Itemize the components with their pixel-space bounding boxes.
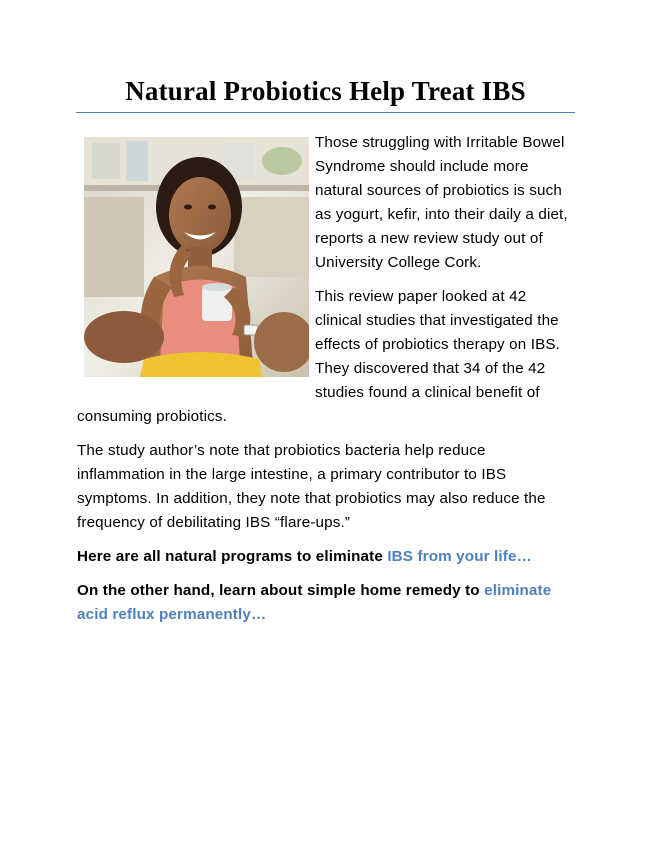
cta-acid-reflux-text: On the other hand, learn about simple home remedy to [77,582,485,599]
cta-ibs [77,545,577,569]
paragraph-review: This review paper looked at 42 clinical studies that investigated the effects of probiotics therapy on IBS. They discovered that 34 of the 42 studies found a clinical benefit of consuming probiotics. [77,288,561,425]
cta-ibs-text: Here are all natural programs to eliminate [77,548,388,565]
paragraph-intro: Those struggling with Irritable Bowel Syndrome should include more natural sources of probiotics is such as yogurt, kefir, into their daily a diet, reports a new review study out of University College Cork. [315,134,568,271]
article-body [77,131,577,637]
acid-reflux-link[interactable]: eliminate acid reflux permanently… [77,582,552,623]
ibs-programs-link[interactable]: IBS from your life… [387,548,532,565]
paragraph-authors-note: The study author’s note that probiotics bacteria help reduce inflammation in the large intestine, a primary contributor to IBS symptoms. In addition, they note that probiotics may also reduce the frequency of debilitating IBS “flare-ups.” [77,442,546,531]
article-title: Natural Probiotics Help Treat IBS [125,76,526,106]
cta-acid-reflux [77,579,577,627]
title-underline [76,112,575,113]
